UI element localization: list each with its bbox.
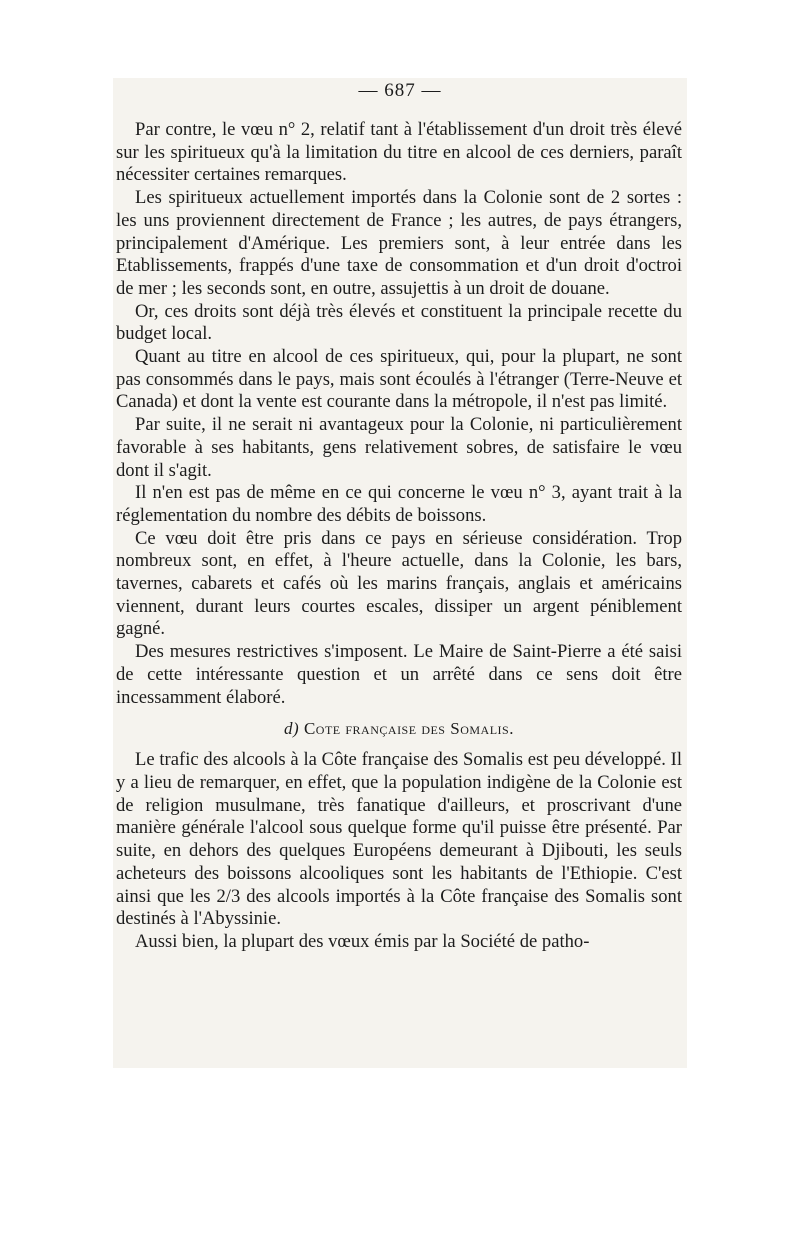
paragraph-spiritueux-importes: Les spiritueux actuellement importés dans la Colonie sont de 2 sortes : les uns proviennent directement de France ; les autres, de pays étrangers, principalement d'Amérique. Les premiers sont, à leur entrée dans les Etablissements, frappés d'une taxe de consommation et d'un droit d'octroi de mer ; les seconds sont, en outre, assujettis à un droit de douane. xyxy=(116,187,682,299)
paragraph-par-suite: Par suite, il ne serait ni avantageux pour la Colonie, ni particulièrement favorable à ses habitants, gens relativement sobres, de satisfaire le vœu dont il s'agit. xyxy=(116,414,682,481)
page-number: — 687 — xyxy=(358,80,442,101)
section-heading-somalis xyxy=(116,717,682,741)
section-letter: d) xyxy=(284,719,300,739)
paragraph-mesures-restrictives: Des mesures restrictives s'imposent. Le Maire de Saint-Pierre a été saisi de cette intéressante question et un arrêté dans ce sens doit être incessamment élaboré. xyxy=(116,641,682,708)
paragraph-aussi-bien: Aussi bien, la plupart des vœux émis par la Société de patho- xyxy=(135,930,590,952)
paragraph-voeu-3: Il n'en est pas de même en ce qui concerne le vœu n° 3, ayant trait à la réglementation du nombre des débits de boissons. xyxy=(116,482,682,526)
paragraph-consideration: Ce vœu doit être pris dans ce pays en sérieuse considération. Trop nombreux sont, en effet, à l'heure actuelle, dans la Colonie, les bars, tavernes, cabarets et cafés où les marins français, anglais et américains viennent, durant leurs courtes escales, dissiper un argent péniblement gagné. xyxy=(116,527,682,640)
paragraph-voeu-2: Par contre, le vœu n° 2, relatif tant à l'établissement d'un droit très élevé sur les spiritueux qu'à la limitation du titre en alcool de ces derniers, paraît nécessiter certaines remarques. xyxy=(116,119,682,186)
paragraph-titre-alcool: Quant au titre en alcool de ces spiritueux, qui, pour la plupart, ne sont pas consommés dans le pays, mais sont écoulés à l'étranger (Terre-Neuve et Canada) et dont la vente est courante dans la métropole, il n'est pas limité. xyxy=(116,346,682,413)
paragraph-droits-eleves: Or, ces droits sont déjà très élevés et constituent la principale recette du budget local. xyxy=(116,300,682,345)
paragraph-trafic-alcools: Le trafic des alcools à la Côte française des Somalis est peu développé. Il y a lieu de remarquer, en effet, que la population indigène de la Colonie est de religion musulmane, très fanatique d'ailleurs, et proscrivant d'une manière générale l'alcool sous quelque forme qu'il puisse être présenté. Par suite, en dehors des quelques Européens demeurant à Djibouti, les seuls acheteurs des boissons alcooliques sont les habitants de l'Ethiopie. C'est ainsi que les 2/3 des alcools importés à la Côte française des Somalis sont destinés à l'Abyssinie. xyxy=(116,749,682,930)
section-title: Cote française des Somalis. xyxy=(303,719,514,739)
page-body xyxy=(116,119,682,954)
